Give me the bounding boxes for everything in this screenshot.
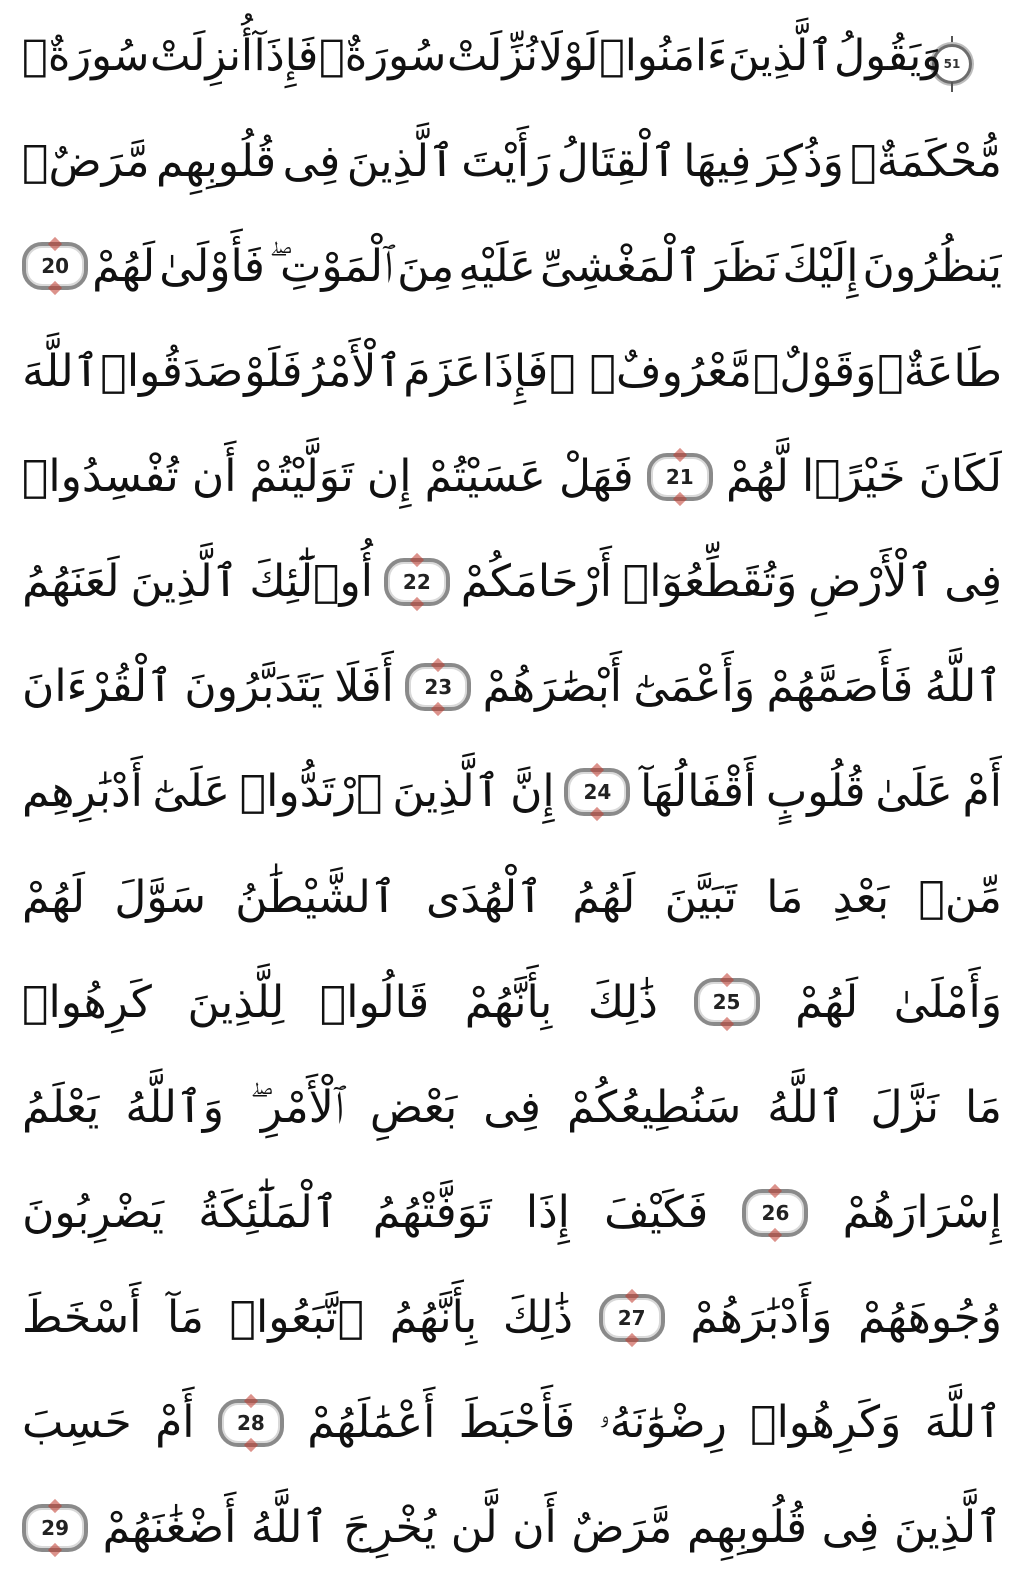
- quran-word: ٱتَّبَعُوا۟: [229, 1292, 365, 1344]
- quran-word: مَا: [965, 1081, 1002, 1133]
- quran-word: ٱللَّهَ: [924, 1397, 1002, 1449]
- quran-word: ٱلْأَمْرِ ۖ: [249, 1081, 344, 1133]
- quran-word: أَمْ: [962, 766, 1002, 818]
- quran-word: فَأَصَمَّهُمْ: [766, 661, 914, 713]
- quran-word: وَقَوْلٌۭ: [752, 345, 877, 397]
- verse-line: [22, 956, 1002, 1048]
- quran-word: ٱللَّهُ: [767, 1081, 845, 1133]
- quran-word: فَأَحْبَطَ: [458, 1397, 576, 1449]
- quran-word: إِلَيْكَ: [782, 240, 859, 292]
- quran-word: مُّحْكَمَةٌۭ: [850, 135, 1002, 187]
- quran-word: ءَامَنُوا۟: [599, 31, 728, 81]
- quran-word: إِنَّ: [510, 766, 555, 818]
- verse-line: [22, 1061, 1002, 1153]
- quran-word: نَظَرَ: [705, 240, 779, 292]
- ayah-number-marker: 27: [599, 1294, 665, 1342]
- quran-word: عَلَىٰ: [875, 766, 953, 818]
- ayah-number-marker: 22: [384, 558, 450, 606]
- quran-word: مَا: [766, 871, 804, 923]
- quran-word: لَّهُمْ: [725, 451, 789, 503]
- ayah-number-marker: 28: [218, 1399, 284, 1447]
- quran-word: وَأَمْلَىٰ: [893, 976, 1002, 1028]
- ayah-number-marker: 25: [694, 978, 760, 1026]
- verse-line: [22, 1272, 1002, 1364]
- verse-line: [22, 1167, 1002, 1259]
- quran-word: لَعَنَهُمُ: [22, 556, 120, 608]
- quran-word: يُخْرِجَ: [342, 1502, 437, 1554]
- quran-word: ٱلْقِتَالُ: [556, 135, 677, 187]
- quran-word: سَنُطِيعُكُمْ: [566, 1081, 742, 1133]
- quran-word: وَأَدْبَٰرَهُمْ: [690, 1292, 833, 1344]
- quran-word: تَوَلَّيْتُمْ: [249, 451, 354, 503]
- quran-word: خَيْرًۭا: [802, 451, 906, 503]
- quran-word: بِأَنَّهُمُ: [389, 1292, 478, 1344]
- quran-word: بِأَنَّهُمْ: [464, 976, 553, 1028]
- quran-word: فَأَوْلَىٰ: [159, 240, 265, 292]
- quran-word: فِى: [821, 1502, 880, 1554]
- quran-word: ٱلَّذِينَ: [893, 1502, 1002, 1554]
- verse-line: [22, 220, 1002, 312]
- ayah-number-marker: 29: [22, 1504, 88, 1552]
- quran-word: عَلَيْهِ: [458, 240, 536, 292]
- quran-word: أَبْصَٰرَهُمْ: [482, 661, 622, 713]
- quran-word: مَّرَضٌ: [571, 1502, 673, 1554]
- ayah-number-marker: 26: [742, 1189, 808, 1237]
- quran-word: أَرْحَامَكُمْ: [460, 556, 612, 608]
- quran-word: مِنَ: [397, 240, 455, 292]
- quran-word: قُلُوبٍ: [765, 766, 866, 818]
- quran-word: ٱللَّهَ: [22, 345, 100, 397]
- quran-word: صَدَقُوا۟: [100, 345, 244, 397]
- quran-word: ٱلْمَلَٰٓئِكَةُ: [198, 1187, 339, 1239]
- quran-word: وُجُوهَهُمْ: [858, 1292, 1002, 1344]
- quran-word: لِلَّذِينَ: [187, 976, 285, 1028]
- quran-word: ذَٰلِكَ: [502, 1292, 573, 1344]
- quran-word: وَكَرِهُوا۟: [750, 1397, 902, 1449]
- quran-word: ٱلْأَمْرُ: [303, 345, 403, 397]
- quran-word: عَسَيْتُمْ: [424, 451, 546, 503]
- quran-word: مَآ: [166, 1292, 204, 1344]
- quran-word: تُفْسِدُوا۟: [22, 451, 179, 503]
- quran-word: يَعْلَمُ: [22, 1081, 100, 1133]
- quran-word: فَإِذَآ: [253, 31, 319, 81]
- quran-word: إِسْرَارَهُمْ: [842, 1187, 1002, 1239]
- quran-word: نَزَّلَ: [870, 1081, 940, 1133]
- quran-word: أَسْخَطَ: [22, 1292, 142, 1344]
- quran-word: فَلَوْ: [244, 345, 303, 397]
- verse-line: [22, 536, 1002, 628]
- verse-line: [22, 325, 1002, 417]
- verse-line: [22, 851, 1002, 943]
- quran-word: ٱللَّهُ: [250, 1502, 329, 1554]
- quran-word: أَقْفَالُهَآ: [640, 766, 757, 818]
- quran-word: نُزِّلَتْ: [446, 31, 538, 81]
- ayah-number-marker: 20: [22, 242, 88, 290]
- quran-word: عَزَمَ: [403, 345, 482, 397]
- verse-line: [22, 10, 1002, 102]
- quran-word: قُلُوبِهِم: [686, 1502, 808, 1554]
- quran-word: تَوَفَّتْهُمُ: [372, 1187, 492, 1239]
- ayah-number-marker: 21: [647, 453, 713, 501]
- quran-word: كَرِهُوا۟: [22, 976, 152, 1028]
- quran-word: ٱلَّذِينَ: [727, 31, 834, 81]
- quran-word: أَعْمَٰلَهُمْ: [307, 1397, 436, 1449]
- hizb-number: 51: [932, 44, 972, 84]
- quran-word: فِى: [282, 135, 341, 187]
- quran-word: فِيهَا: [683, 135, 752, 187]
- quran-word: رَأَيْتَ: [461, 135, 551, 187]
- quran-word: فَإِذَا: [482, 345, 549, 397]
- quran-word: قَالُوا۟: [319, 976, 430, 1028]
- quran-word: ٱلْمَوْتِ ۖ: [269, 240, 394, 292]
- quran-word: وَتُقَطِّعُوٓا۟: [622, 556, 798, 608]
- quran-word: لَهُمْ: [22, 871, 86, 923]
- quran-word: ٱلْمَغْشِىِّ: [539, 240, 702, 292]
- quran-word: وَذُكِرَ: [757, 135, 844, 187]
- quran-word: سُورَةٌۭ: [22, 31, 150, 81]
- quran-word: عَلَىٰٓ: [152, 766, 231, 818]
- quran-word: لَّن: [450, 1502, 498, 1554]
- quran-word: تَبَيَّنَ: [664, 871, 737, 923]
- verse-lines: [22, 10, 1002, 1574]
- quran-word: وَٱللَّهُ: [125, 1081, 224, 1133]
- quran-word: ذَٰلِكَ: [587, 976, 658, 1028]
- quran-word: فَكَيْفَ: [604, 1187, 709, 1239]
- quran-word: سَوَّلَ: [114, 871, 206, 923]
- quran-word: لَهُمْ: [92, 240, 156, 292]
- quran-word: مَّرَضٌۭ: [22, 135, 150, 187]
- quran-word: أَن: [512, 1502, 557, 1554]
- ayah-number-marker: 24: [564, 768, 630, 816]
- quran-word: أُو۟لَٰٓئِكَ: [249, 556, 373, 608]
- quran-word: بَعْضِ: [369, 1081, 458, 1133]
- quran-word: ٱلْهُدَى: [425, 871, 543, 923]
- quran-word: طَاعَةٌۭ: [877, 345, 1002, 397]
- quran-word: مِّنۢ: [918, 871, 1002, 923]
- quran-word: ٱلَّذِينَ: [130, 556, 239, 608]
- verse-line: [22, 746, 1002, 838]
- verse-line: [22, 115, 1002, 207]
- quran-word: رِضْوَٰنَهُۥ: [598, 1397, 727, 1449]
- quran-word: مَّعْرُوفٌۭ ۚ: [549, 345, 752, 397]
- quran-word: ٱلشَّيْطَٰنُ: [235, 871, 397, 923]
- quran-word: أَضْغَٰنَهُمْ: [102, 1502, 237, 1554]
- quran-word: يَضْرِبُونَ: [22, 1187, 165, 1239]
- quran-word: لَهُمُ: [572, 871, 636, 923]
- quran-word: لَهُمْ: [795, 976, 859, 1028]
- quran-word: حَسِبَ: [22, 1397, 132, 1449]
- quran-word: ٱرْتَدُّوا۟: [239, 766, 383, 818]
- quran-word: بَعْدِ: [832, 871, 890, 923]
- quran-word: وَيَقُولُ: [834, 31, 942, 81]
- quran-word: فِى: [944, 556, 1002, 608]
- verse-line: [22, 641, 1002, 733]
- quran-word: أَفَلَا: [334, 661, 394, 713]
- quran-word: قُلُوبِهِم: [156, 135, 277, 187]
- quran-word: ٱلَّذِينَ: [346, 135, 455, 187]
- quran-word: إِن: [366, 451, 412, 503]
- quran-word: إِذَا: [525, 1187, 570, 1239]
- ayah-number-marker: 23: [405, 663, 471, 711]
- quran-word: ٱلْقُرْءَانَ: [22, 661, 173, 713]
- quran-word: وَأَعْمَىٰٓ: [633, 661, 756, 713]
- quran-word: لَوْلَا: [538, 31, 599, 81]
- quran-word: يَتَدَبَّرُونَ: [184, 661, 324, 713]
- verse-line: [22, 1377, 1002, 1469]
- quran-word: ٱللَّهُ: [924, 661, 1002, 713]
- quran-word: أُنزِلَتْ: [150, 31, 253, 81]
- quran-word: ٱلْأَرْضِ: [808, 556, 934, 608]
- quran-word: أَدْبَٰرِهِم: [22, 766, 143, 818]
- quran-word: أَن: [191, 451, 237, 503]
- verse-line: [22, 431, 1002, 523]
- quran-word: أَمْ: [155, 1397, 195, 1449]
- quran-word: ٱلَّذِينَ: [392, 766, 501, 818]
- verse-line: [22, 1482, 1002, 1574]
- quran-word: فَهَلْ: [559, 451, 634, 503]
- quran-word: سُورَةٌۭ: [318, 31, 447, 81]
- quran-word: لَكَانَ: [918, 451, 1002, 503]
- quran-word: فِى: [483, 1081, 541, 1133]
- quran-word: يَنظُرُونَ: [862, 240, 1002, 292]
